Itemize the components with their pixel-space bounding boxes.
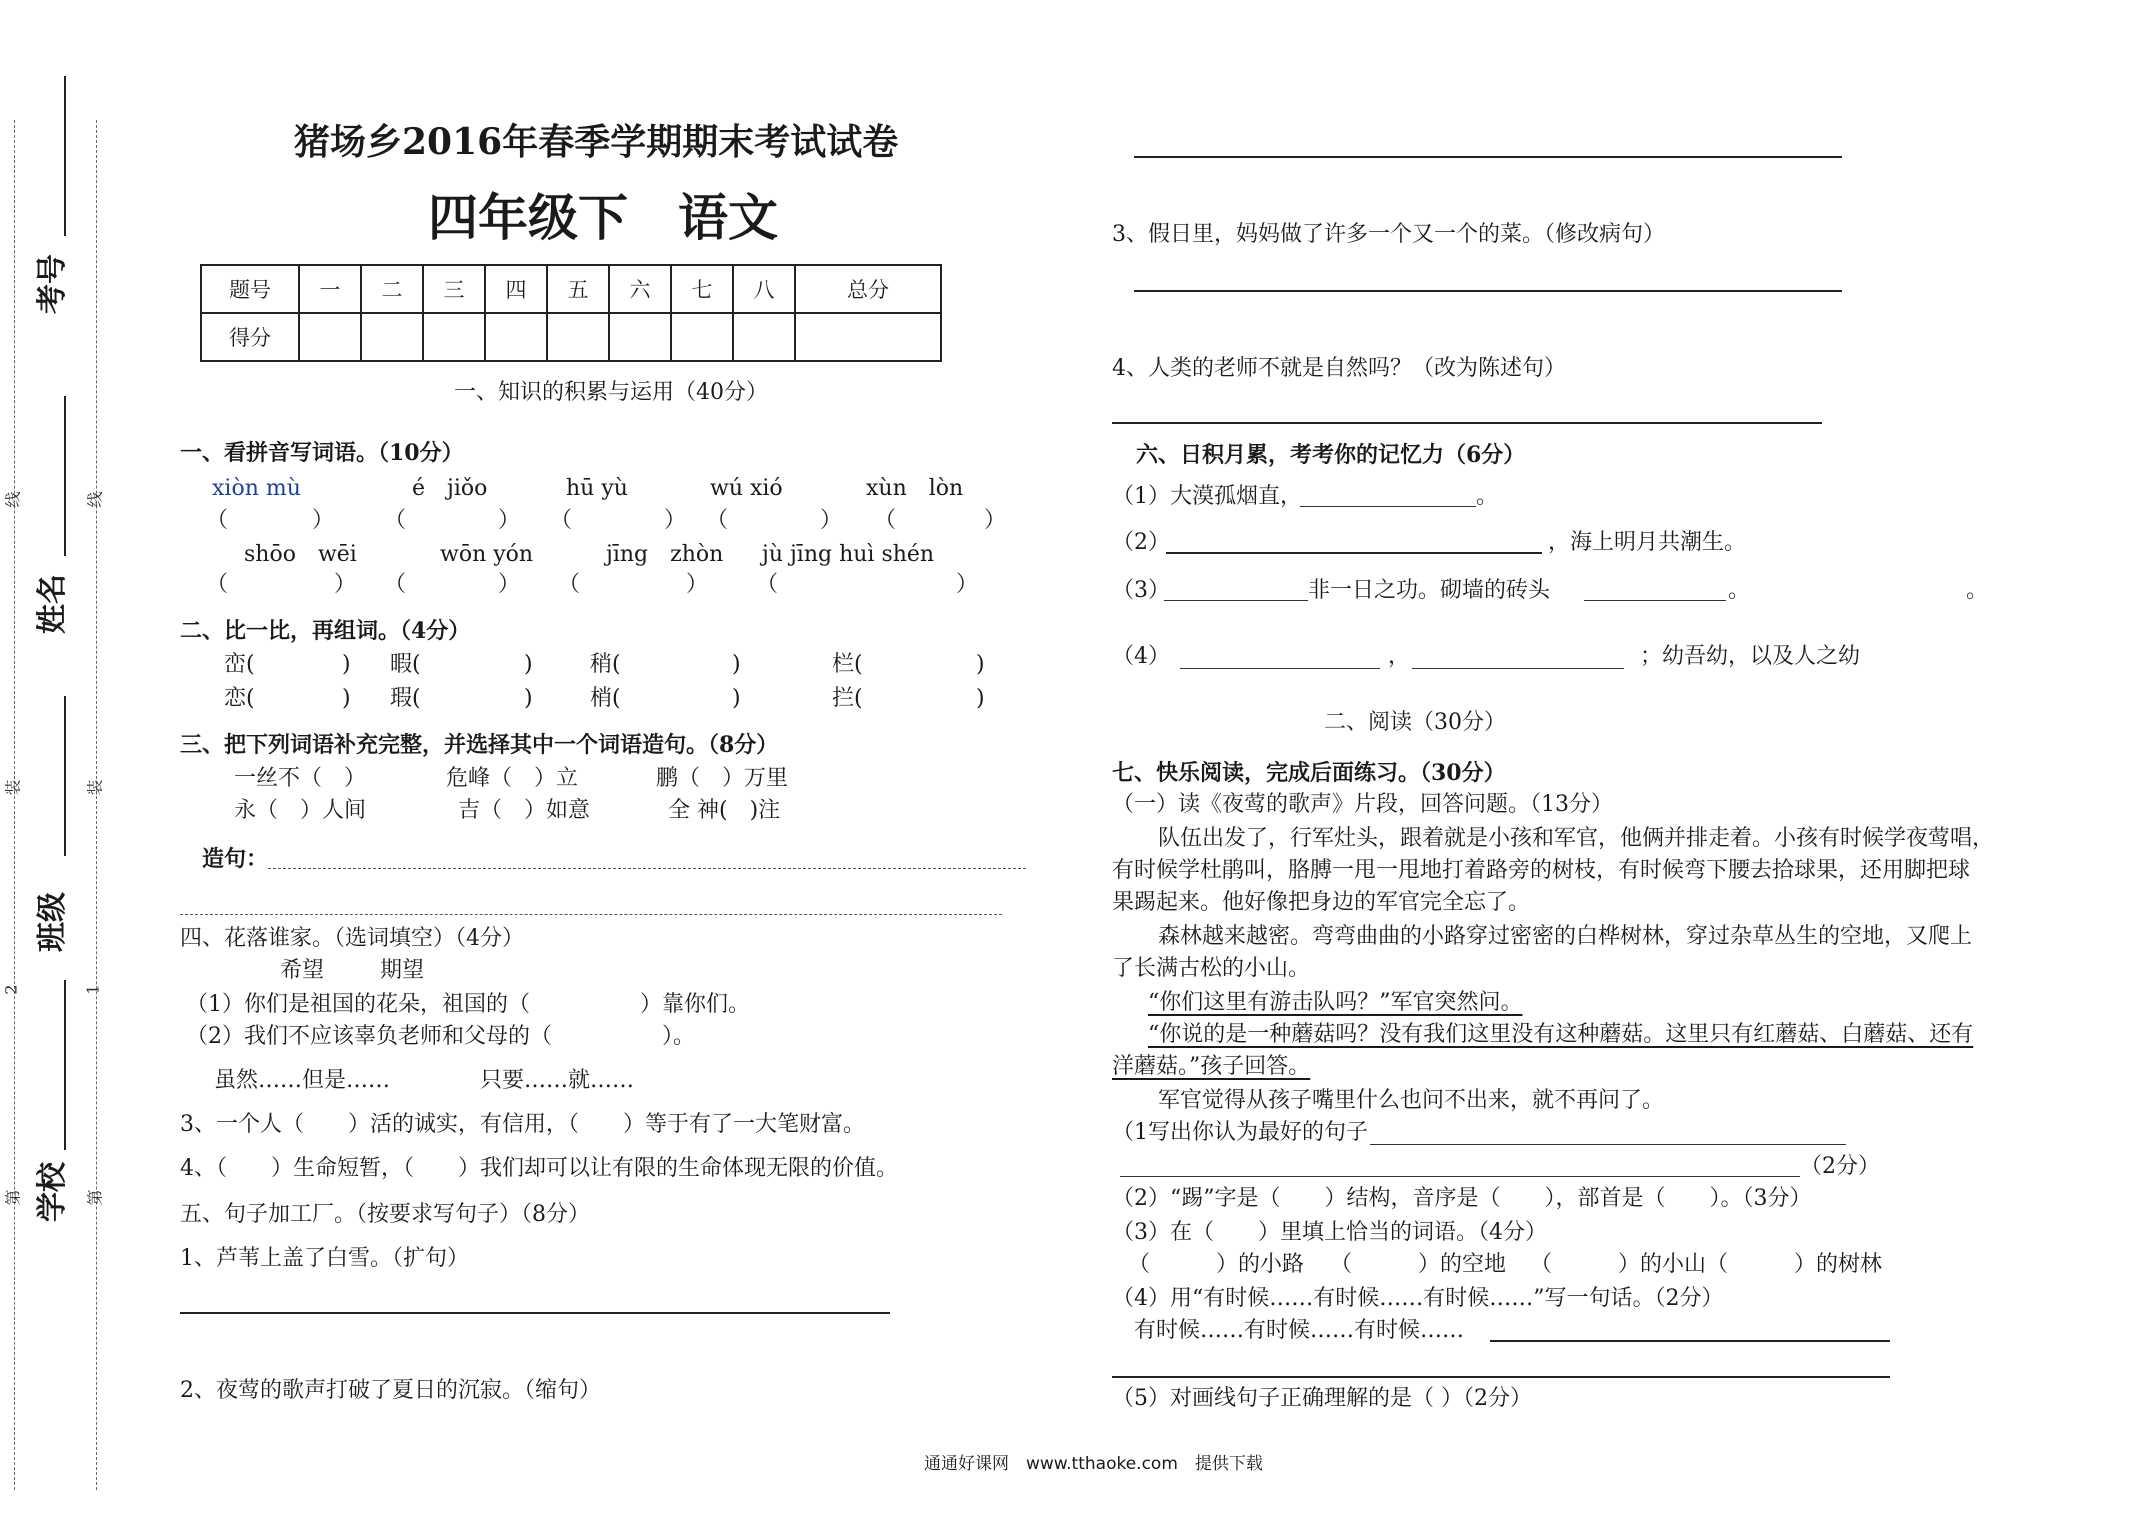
q1-box-9-close: ） xyxy=(956,572,979,597)
score-input-8[interactable] xyxy=(733,313,795,361)
q7-a3-item-4: （ ）的树林 xyxy=(1706,1252,1883,1277)
score-row-label: 得分 xyxy=(201,313,299,361)
q1-pinyin-9: jù jīng huì shén xyxy=(762,542,935,567)
q7-a3-item-3: （ ）的小山 xyxy=(1530,1252,1707,1277)
q6-blank-1[interactable] xyxy=(1300,506,1476,507)
q4-word-4: 只要……就…… xyxy=(480,1068,635,1093)
q2-char-7: 梢( xyxy=(590,686,621,711)
q1-pinyin-3: hū yù xyxy=(566,476,628,501)
score-cell-4: 四 xyxy=(485,265,547,313)
q7-subtitle: （一）读《夜莺的歌声》片段，回答问题。（13分） xyxy=(1112,792,1613,817)
exam-no-label: 考号 xyxy=(35,254,70,314)
q6-line-4b: ， xyxy=(1388,644,1411,669)
score-cell-label: 题号 xyxy=(201,265,299,313)
q1-box-1-open[interactable]: （ xyxy=(206,508,229,533)
q3-idiom-5: 吉（ ）如意 xyxy=(458,798,591,823)
passage-underlined-2b: 洋蘑菇。”孩子回答。 xyxy=(1112,1054,1311,1079)
q1-box-3-open[interactable]: （ xyxy=(550,508,573,533)
q6-title: 六、日积月累，考考你的记忆力（6分） xyxy=(1136,442,1526,468)
q2-close-2: ) xyxy=(524,652,533,677)
score-input-6[interactable] xyxy=(609,313,671,361)
q1-box-4-open[interactable]: （ xyxy=(706,508,729,533)
passage-underlined-1: “你们这里有游击队吗？”军官突然问。 xyxy=(1148,990,1523,1015)
q6-line-1b: 。 xyxy=(1476,484,1499,509)
di-mark-inner: 第 xyxy=(85,1189,105,1206)
zhuang-mark-inner: 装 xyxy=(85,779,105,796)
score-cell-6: 六 xyxy=(609,265,671,313)
q2-char-4: 栏( xyxy=(832,652,863,677)
q1-box-1-close: ） xyxy=(312,508,335,533)
q1-box-5-close: ） xyxy=(984,508,1007,533)
passage-p1-line3: 果踢起来。他好像把身边的军官完全忘了。 xyxy=(1112,890,1531,915)
q7-a3: （3）在（ ）里填上恰当的词语。（4分） xyxy=(1112,1220,1547,1245)
score-cell-5: 五 xyxy=(547,265,609,313)
q2-close-6: ) xyxy=(524,686,533,711)
passage-p5: 军官觉得从孩子嘴里什么也问不出来，就不再问了。 xyxy=(1158,1088,1665,1113)
q5-item-3: 3、假日里，妈妈做了许多一个又一个的菜。（修改病句） xyxy=(1112,222,1665,247)
q3-title: 三、把下列词语补充完整，并选择其中一个词语造句。（8分） xyxy=(180,732,779,758)
q7-a1-line-1[interactable] xyxy=(1370,1144,1846,1145)
q7-a4-prefix: 有时候……有时候……有时候…… xyxy=(1134,1318,1465,1343)
q7-a4: （4）用“有时候……有时候……有时候……”写一句话。（2分） xyxy=(1112,1286,1724,1311)
xian-mark-inner: 线 xyxy=(85,491,105,508)
class-label: 班级 xyxy=(35,892,70,952)
passage-p2-line1: 森林越来越密。弯弯曲曲的小路穿过密密的白桦树林，穿过杂草丛生的空地，又爬上 xyxy=(1158,924,1973,949)
q2-char-5: 恋( xyxy=(224,686,255,711)
q7-a2: （2）“踢”字是（ ）结构，音序是（ ），部首是（ ）。（3分） xyxy=(1112,1186,1812,1211)
xian-mark-outer: 线 xyxy=(3,491,23,508)
score-table-score-row xyxy=(201,313,941,361)
score-cell-2: 二 xyxy=(361,265,423,313)
q3-zaoju-label: 造句： xyxy=(202,846,269,872)
score-input-total[interactable] xyxy=(795,313,941,361)
q6-blank-5[interactable] xyxy=(1180,668,1380,669)
q3-idiom-3: 鹏（ ）万里 xyxy=(656,766,789,791)
cut-dashed-line-outer xyxy=(14,120,15,1490)
q7-a1-points: （2分） xyxy=(1800,1154,1880,1179)
class-line xyxy=(64,696,66,856)
school-line xyxy=(64,980,66,1150)
q2-char-8: 拦( xyxy=(832,686,863,711)
score-cell-1: 一 xyxy=(299,265,361,313)
q4-sentence-2: （2）我们不应该辜负老师和父母的（ ）。 xyxy=(186,1024,695,1049)
zhuang-mark-outer: 装 xyxy=(3,779,23,796)
q3-idiom-1: 一丝不（ ） xyxy=(234,766,367,791)
score-cell-total: 总分 xyxy=(795,265,941,313)
footer-source: 通通好课网 www.tthaoke.com 提供下载 xyxy=(924,1454,1263,1474)
q5-item-1: 1、芦苇上盖了白雪。（扩句） xyxy=(180,1246,469,1271)
q1-box-8-open[interactable]: （ xyxy=(558,572,581,597)
di-mark-outer: 第 xyxy=(3,1189,23,1206)
q4-sentence-3: 3、一个人（ ）活的诚实，有信用，（ ）等于有了一大笔财富。 xyxy=(180,1112,865,1137)
q6-blank-2[interactable] xyxy=(1166,552,1542,554)
q2-close-3: ) xyxy=(732,652,741,677)
section-one-title: 一、知识的积累与运用（40分） xyxy=(454,380,768,405)
q3-idiom-6: 全 神( )注 xyxy=(668,798,781,823)
q4-sentence-1: （1）你们是祖国的花朵，祖国的（ ）靠你们。 xyxy=(186,992,750,1017)
q7-a3-item-1: （ ）的小路 xyxy=(1128,1252,1305,1277)
q3-idiom-2: 危峰（ ）立 xyxy=(446,766,579,791)
q5-title: 五、句子加工厂。（按要求写句子）（8分） xyxy=(180,1202,590,1227)
q5-answer-line-1[interactable] xyxy=(180,1312,890,1314)
q6-line-4c: ；幼吾幼，以及人之幼 xyxy=(1640,644,1861,669)
q1-pinyin-6: shōo wēi xyxy=(244,542,357,567)
q1-box-6-close: ） xyxy=(334,572,357,597)
name-line xyxy=(64,396,66,556)
q3-sentence-line-2[interactable] xyxy=(180,914,1002,915)
score-cell-7: 七 xyxy=(671,265,733,313)
q6-line-1a: （1）大漠孤烟直， xyxy=(1112,484,1302,509)
q1-pinyin-5: xùn lòn xyxy=(866,476,964,501)
q6-line-3b: 非一日之功。砌墙的砖头 xyxy=(1308,578,1551,603)
q7-title: 七、快乐阅读，完成后面练习。（30分） xyxy=(1112,760,1506,786)
q6-blank-3[interactable] xyxy=(1164,600,1308,601)
q2-close-1: ) xyxy=(342,652,351,677)
section-two-title: 二、阅读（30分） xyxy=(1324,710,1506,735)
q1-box-8-close: ） xyxy=(686,572,709,597)
q6-blank-6[interactable] xyxy=(1412,668,1624,669)
score-input-3[interactable] xyxy=(423,313,485,361)
q7-a1-prompt: （1写出你认为最好的句子 xyxy=(1112,1120,1368,1145)
name-label: 姓名 xyxy=(35,574,70,634)
q4-sentence-4: 4、（ ）生命短暂，（ ）我们却可以让有限的生命体现无限的价值。 xyxy=(180,1156,898,1181)
q1-title: 一、看拼音写词语。（10分） xyxy=(180,440,464,466)
q1-box-5-open[interactable]: （ xyxy=(874,508,897,533)
school-label: 学校 xyxy=(35,1162,70,1222)
q1-box-3-close: ） xyxy=(664,508,687,533)
q3-idiom-4: 永（ ）人间 xyxy=(234,798,367,823)
q4-word-1: 希望 xyxy=(280,958,325,983)
q7-a3-item-2: （ ）的空地 xyxy=(1330,1252,1507,1277)
q6-line-2a: （2） xyxy=(1112,530,1170,555)
passage-underlined-2a: “你说的是一种蘑菇吗？没有我们这里没有这种蘑菇。这里只有红蘑菇、白蘑菇、还有 xyxy=(1148,1022,1974,1047)
q5-item-4: 4、人类的老师不就是自然吗？（改为陈述句） xyxy=(1112,356,1566,381)
q7-a4-line-1[interactable] xyxy=(1490,1340,1890,1342)
cut-dashed-line-inner xyxy=(96,120,97,1490)
passage-p2-line2: 了长满古松的小山。 xyxy=(1112,956,1311,981)
score-table-header-row xyxy=(201,265,941,313)
q6-line-3c: 。 xyxy=(1728,578,1751,603)
q4-word-3: 虽然……但是…… xyxy=(214,1068,391,1093)
q2-char-2: 暇( xyxy=(390,652,421,677)
q7-a1-line-2[interactable] xyxy=(1120,1176,1800,1177)
q7-a4-line-2[interactable] xyxy=(1112,1376,1890,1378)
q1-box-9-open[interactable]: （ xyxy=(756,572,779,597)
q2-close-5: ) xyxy=(342,686,351,711)
score-cell-8: 八 xyxy=(733,265,795,313)
score-table xyxy=(200,264,942,362)
q2-char-3: 稍( xyxy=(590,652,621,677)
q1-box-2-open[interactable]: （ xyxy=(384,508,407,533)
score-input-7[interactable] xyxy=(671,313,733,361)
score-input-5[interactable] xyxy=(547,313,609,361)
q6-line-4a: （4） xyxy=(1112,644,1170,669)
q1-pinyin-8: jīng zhòn xyxy=(606,542,724,567)
q6-blank-4[interactable] xyxy=(1584,600,1726,601)
q4-word-2: 期望 xyxy=(380,958,425,983)
q1-box-7-open[interactable]: （ xyxy=(384,572,407,597)
q2-close-4: ) xyxy=(976,652,985,677)
q5-answer-line-3[interactable] xyxy=(1134,290,1842,292)
score-input-2[interactable] xyxy=(361,313,423,361)
q5-answer-line-2[interactable] xyxy=(1134,156,1842,158)
exam-subtitle: 四年级下 语文 xyxy=(428,189,778,247)
q1-box-4-close: ） xyxy=(820,508,843,533)
q1-box-6-open[interactable]: （ xyxy=(206,572,229,597)
q6-line-3d: 。 xyxy=(1966,578,1989,603)
passage-p1-line1: 队伍出发了，行军灶头，跟着就是小孩和军官，他俩并排走着。小孩有时候学夜莺唱， xyxy=(1158,826,1995,851)
q1-pinyin-4: wú xió xyxy=(710,476,783,501)
q5-item-2: 2、夜莺的歌声打破了夏日的沉寂。（缩句） xyxy=(180,1378,601,1403)
q2-close-7: ) xyxy=(732,686,741,711)
score-input-1[interactable] xyxy=(299,313,361,361)
exam-no-line xyxy=(64,76,66,236)
q1-box-7-close: ） xyxy=(498,572,521,597)
q2-close-8: ) xyxy=(976,686,985,711)
q2-title: 二、比一比，再组词。（4分） xyxy=(180,618,471,644)
score-input-4[interactable] xyxy=(485,313,547,361)
q7-a5: （5）对画线句子正确理解的是（ ）（2分） xyxy=(1112,1386,1532,1411)
passage-p1-line2: 有时候学杜鹃叫，胳膊一甩一甩地打着路旁的树枝，有时候弯下腰去拾球果，还用脚把球 xyxy=(1112,858,1971,883)
score-cell-3: 三 xyxy=(423,265,485,313)
q1-pinyin-1: xiòn mù xyxy=(212,476,301,501)
q1-box-2-close: ） xyxy=(498,508,521,533)
q6-line-3a: （3） xyxy=(1112,578,1170,603)
page-mark-1: 1 xyxy=(83,984,103,995)
q6-line-2b: ，海上明月共潮生。 xyxy=(1548,530,1747,555)
q2-char-1: 峦( xyxy=(224,652,255,677)
q1-pinyin-2: é jiǒo xyxy=(412,476,488,501)
q3-sentence-line-1[interactable] xyxy=(268,868,1026,869)
q1-pinyin-7: wōn yón xyxy=(440,542,534,567)
q4-title: 四、花落谁家。（选词填空）（4分） xyxy=(180,926,524,951)
exam-title: 猪场乡2016年春季学期期末考试试卷 xyxy=(294,121,899,163)
q2-char-6: 瑕( xyxy=(390,686,421,711)
page-mark-2: 2 xyxy=(1,984,21,995)
q5-answer-line-4[interactable] xyxy=(1112,422,1822,424)
